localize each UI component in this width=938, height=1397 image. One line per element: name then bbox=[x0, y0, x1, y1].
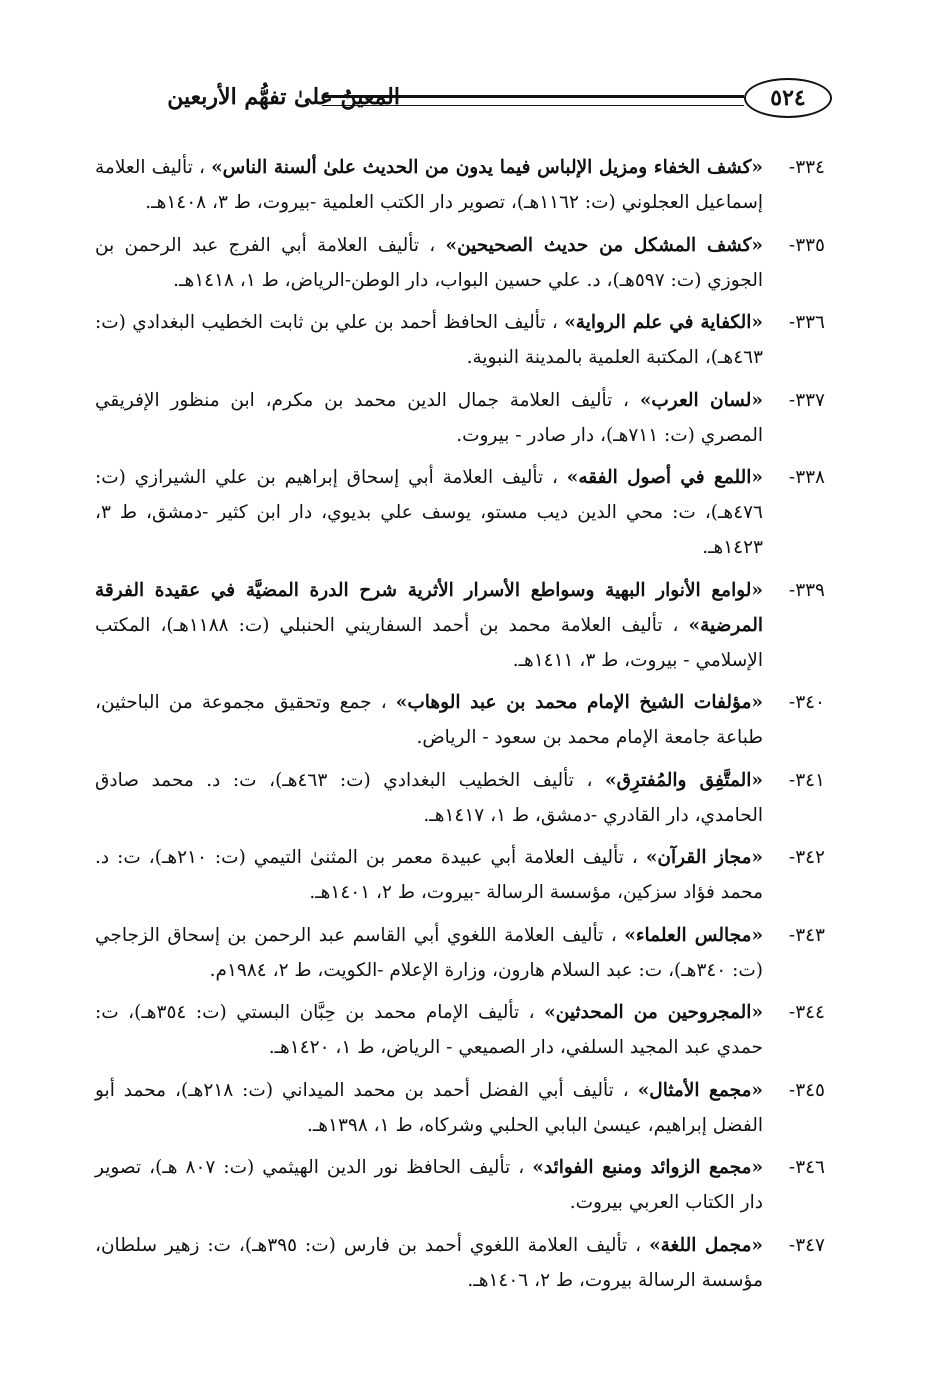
entry-title: «مؤلفات الشيخ الإمام محمد بن عبد الوهاب» bbox=[395, 692, 763, 713]
entry-text bbox=[95, 573, 763, 678]
entry-text bbox=[95, 995, 763, 1065]
entry-text bbox=[95, 685, 763, 755]
entry-number: ٣٤٠- bbox=[788, 692, 825, 713]
bibliography-entry bbox=[95, 685, 825, 755]
entry-number: ٣٣٨- bbox=[788, 467, 825, 488]
entry-text bbox=[95, 840, 763, 910]
entry-title: «مجمل اللغة» bbox=[649, 1234, 763, 1256]
entry-details: ، تأليف العلامة أبي عبيدة معمر بن المثنىٰ التيمي (ت: ٢١٠هـ)، ت: د. محمد فؤاد سزكين، مؤسسة الرسالة -بيروت، ط ٢، ١٤٠١هـ. bbox=[95, 847, 763, 903]
entry-number: ٣٤١- bbox=[788, 769, 825, 791]
bibliography-entry bbox=[95, 460, 825, 565]
header-rule bbox=[322, 95, 744, 106]
entry-details: ، تأليف العلامة أبي الفرج عبد الرحمن بن الجوزي (ت: ٥٩٧هـ)، د. علي حسين البواب، دار الوطن-الرياض، ط ١، ١٤١٨هـ. bbox=[95, 234, 763, 291]
entry-title: «مجمع الأمثال» bbox=[637, 1079, 763, 1101]
entry-number: ٣٤٤- bbox=[788, 1002, 825, 1023]
entry-title: «المجروحين من المحدثين» bbox=[544, 1002, 764, 1023]
bibliography-entry bbox=[95, 763, 825, 833]
entry-details: ، تأليف الحافظ نور الدين الهيثمي (ت: ٨٠٧ هـ)، تصوير دار الكتاب العربي بيروت. bbox=[95, 1157, 763, 1213]
entry-title: «مجمع الزوائد ومنبع الفوائد» bbox=[532, 1157, 764, 1178]
entry-title: «المتَّفِق والمُفترِق» bbox=[605, 769, 763, 791]
entry-number: ٣٣٩- bbox=[788, 579, 825, 601]
entry-details: ، تأليف الإمام محمد بن حِبَّان البستي (ت: ٣٥٤هـ)، ت: حمدي عبد المجيد السلفي، دار الصميعي - الرياض، ط ١، ١٤٢٠هـ. bbox=[95, 1002, 763, 1058]
entry-title: «كشف المشكل من حديث الصحيحين» bbox=[445, 234, 763, 256]
entry-number: ٣٤٢- bbox=[788, 847, 825, 868]
entry-details: ، تأليف العلامة إسماعيل العجلوني (ت: ١١٦٢هـ)، تصوير دار الكتب العلمية -بيروت، ط ٣، ١٤٠٨هـ. bbox=[95, 157, 763, 213]
bibliography-entry bbox=[95, 840, 825, 910]
entry-text bbox=[95, 1228, 763, 1298]
bibliography-entry bbox=[95, 1150, 825, 1220]
entry-number: ٣٤٣- bbox=[788, 924, 825, 946]
entry-text bbox=[95, 305, 763, 375]
bibliography-entry bbox=[95, 573, 825, 678]
entry-number: ٣٤٦- bbox=[788, 1157, 825, 1178]
entry-title: «اللمع في أصول الفقه» bbox=[566, 467, 763, 488]
entry-number: ٣٣٥- bbox=[788, 234, 825, 256]
entry-title: «مجاز القرآن» bbox=[645, 847, 763, 868]
entry-number: ٣٣٧- bbox=[788, 389, 825, 411]
bibliography-entry bbox=[95, 150, 825, 220]
bibliography-entry bbox=[95, 995, 825, 1065]
entry-text bbox=[95, 383, 763, 453]
entry-details: ، جمع وتحقيق مجموعة من الباحثين، طباعة جامعة الإمام محمد بن سعود - الرياض. bbox=[95, 692, 763, 748]
page-header bbox=[90, 68, 840, 128]
entry-number: ٣٣٦- bbox=[788, 312, 825, 333]
bibliography-entry bbox=[95, 1073, 825, 1143]
entry-number: ٣٤٧- bbox=[788, 1234, 825, 1256]
entry-text bbox=[95, 918, 763, 988]
entry-text bbox=[95, 763, 763, 833]
page-number-badge: ٥٢٤ bbox=[744, 78, 832, 118]
bibliography-list bbox=[95, 150, 825, 1305]
bibliography-entry bbox=[95, 383, 825, 453]
entry-text bbox=[95, 1073, 763, 1143]
entry-details: ، تأليف العلامة اللغوي أبي القاسم عبد الرحمن بن إسحاق الزجاجي (ت: ٣٤٠هـ)، ت: عبد السلام هارون، وزارة الإعلام -الكويت، ط ٢، ١٩٨٤م. bbox=[95, 924, 763, 981]
entry-title: «كشف الخفاء ومزيل الإلباس فيما يدون من الحديث علىٰ ألسنة الناس» bbox=[211, 157, 763, 178]
bibliography-entry bbox=[95, 228, 825, 298]
entry-title: «الكفاية في علم الرواية» bbox=[564, 312, 763, 333]
entry-details: ، تأليف العلامة اللغوي أحمد بن فارس (ت: ٣٩٥هـ)، ت: زهير سلطان، مؤسسة الرسالة بيروت، ط ٢، ١٤٠٦هـ. bbox=[95, 1234, 763, 1291]
entry-title: «لسان العرب» bbox=[639, 389, 763, 411]
entry-title: «لوامع الأنوار البهية وسواطع الأسرار الأثرية شرح الدرة المضيَّة في عقيدة الفرقة المرضية» bbox=[95, 579, 763, 636]
entry-details: ، تأليف الحافظ أحمد بن علي بن ثابت الخطيب البغدادي (ت: ٤٦٣هـ)، المكتبة العلمية بالمدينة النبوية. bbox=[95, 312, 763, 368]
entry-number: ٣٤٥- bbox=[788, 1079, 825, 1101]
entry-text bbox=[95, 1150, 763, 1220]
entry-title: «مجالس العلماء» bbox=[624, 924, 764, 946]
entry-details: ، تأليف أبي الفضل أحمد بن محمد الميداني (ت: ٢١٨هـ)، محمد أبو الفضل إبراهيم، عيسىٰ البابي الحلبي وشركاه، ط ١، ١٣٩٨هـ. bbox=[95, 1079, 763, 1136]
entry-text bbox=[95, 460, 763, 565]
entry-text bbox=[95, 228, 763, 298]
entry-text bbox=[95, 150, 763, 220]
running-title: المعينُ علىٰ تفهُّم الأربعين bbox=[167, 84, 400, 110]
entry-details: ، تأليف الخطيب البغدادي (ت: ٤٦٣هـ)، ت: د. محمد صادق الحامدي، دار القادري -دمشق، ط ١، ١٤١٧هـ. bbox=[95, 769, 763, 826]
entry-details: ، تأليف العلامة أبي إسحاق إبراهيم بن علي الشيرازي (ت: ٤٧٦هـ)، ت: محي الدين ديب مستو، يوسف علي بديوي، دار ابن كثير -دمشق، ط ٣، ١٤٢٣هـ. bbox=[95, 467, 763, 558]
entry-details: ، تأليف العلامة محمد بن أحمد السفاريني الحنبلي (ت: ١١٨٨هـ)، المكتب الإسلامي - بيروت، ط ٣، ١٤١١هـ. bbox=[95, 614, 763, 671]
entry-number: ٣٣٤- bbox=[788, 157, 825, 178]
bibliography-entry bbox=[95, 918, 825, 988]
bibliography-entry bbox=[95, 305, 825, 375]
entry-details: ، تأليف العلامة جمال الدين محمد بن مكرم، ابن منظور الإفريقي المصري (ت: ٧١١هـ)، دار صادر - بيروت. bbox=[95, 389, 763, 446]
bibliography-entry bbox=[95, 1228, 825, 1298]
